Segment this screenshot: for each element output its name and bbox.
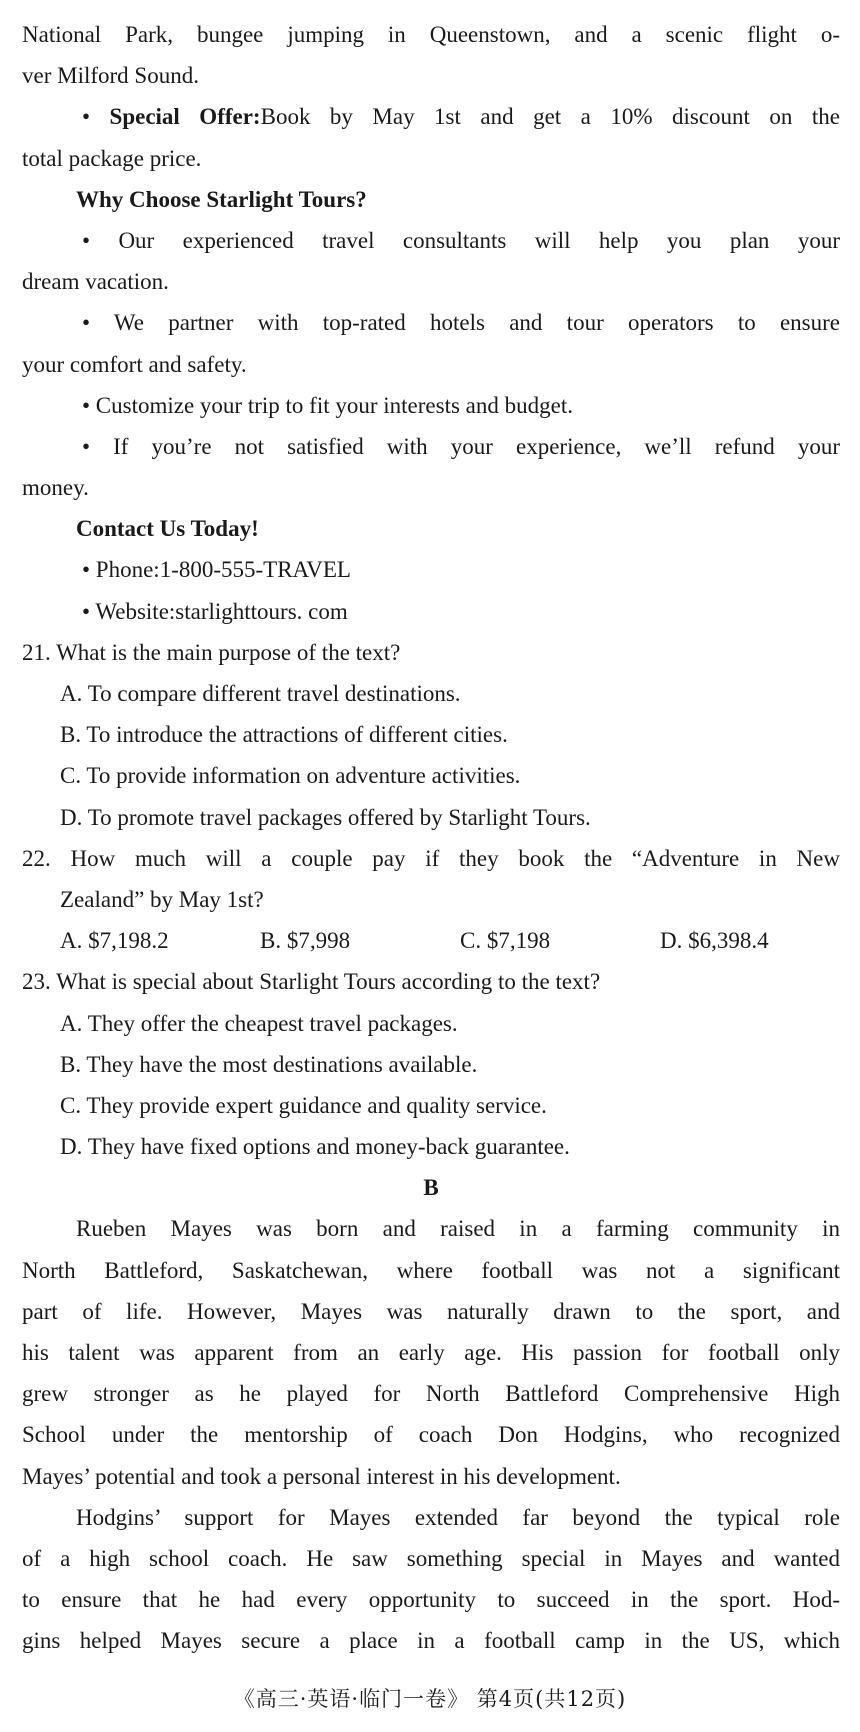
text-line: ver Milford Sound.: [22, 63, 199, 89]
special-offer-text: Book by May 1st and get a 10% discount on the: [260, 104, 840, 130]
bullet-line: • We partner with top-rated hotels and tour operators to ensure: [82, 310, 840, 336]
page-footer: 《高三·英语·临门一卷》 第4页(共12页): [233, 1687, 627, 1711]
document-page: [22, 14, 840, 1662]
paragraph-line: North Battleford, Saskatchewan, where football was not a significant: [22, 1257, 840, 1283]
special-offer-line: [22, 96, 840, 137]
text-line: money.: [22, 475, 89, 501]
paragraph-line: Rueben Mayes was born and raised in a farming community in: [76, 1216, 840, 1242]
contact-phone: • Phone:1-800-555-TRAVEL: [82, 557, 351, 583]
bullet-line: • Customize your trip to fit your interests and budget.: [82, 392, 573, 418]
option-b: B. To introduce the attractions of different cities.: [60, 722, 508, 748]
option-c: C. To provide information on adventure activities.: [60, 763, 521, 789]
question-23: 23. What is special about Starlight Tours according to the text?: [22, 969, 601, 995]
option-c: C. They provide expert guidance and quality service.: [60, 1092, 547, 1118]
option-a: A. To compare different travel destinations.: [60, 681, 461, 706]
bullet-line: • If you’re not satisfied with your experience, we’ll refund your: [82, 433, 840, 459]
option-b: B. $7,998: [260, 928, 351, 954]
question-22-options: [22, 920, 840, 961]
question-21: 21. What is the main purpose of the text?: [22, 639, 401, 665]
option-d: D. They have fixed options and money-back guarantee.: [60, 1134, 570, 1160]
option-a: A. They offer the cheapest travel packages.: [60, 1010, 458, 1036]
paragraph-line: Hodgins’ support for Mayes extended far beyond the typical role: [76, 1504, 840, 1530]
option-b: B. They have the most destinations available.: [60, 1051, 478, 1077]
bullet-line: • Our experienced travel consultants will help you plan your: [82, 227, 840, 253]
contact-website: • Website:starlighttours. com: [82, 598, 348, 624]
question-22-cont: Zealand” by May 1st?: [60, 886, 264, 912]
option-a: A. $7,198.2: [60, 928, 169, 954]
paragraph-line: to ensure that he had every opportunity to succeed in the sport. Hod-: [22, 1587, 840, 1613]
option-d: D. $6,398.4: [660, 928, 769, 954]
paragraph-line: part of life. However, Mayes was naturally drawn to the sport, and: [22, 1298, 840, 1324]
option-c: C. $7,198: [460, 928, 551, 954]
paragraph-line: School under the mentorship of coach Don Hodgins, who recognized: [22, 1422, 840, 1448]
paragraph-line: Mayes’ potential and took a personal interest in his development.: [22, 1463, 621, 1489]
text-line: your comfort and safety.: [22, 351, 247, 377]
question-22: 22. How much will a couple pay if they book the “Adventure in New: [22, 845, 840, 871]
option-d: D. To promote travel packages offered by Starlight Tours.: [60, 804, 591, 830]
text-line: National Park, bungee jumping in Queenstown, and a scenic flight o-: [22, 22, 840, 47]
contact-heading: Contact Us Today!: [76, 516, 259, 542]
section-b-heading: B: [423, 1175, 439, 1201]
paragraph-line: of a high school coach. He saw something special in Mayes and wanted: [22, 1545, 840, 1571]
special-offer-label: Special Offer:: [109, 104, 261, 130]
paragraph-line: grew stronger as he played for North Battleford Comprehensive High: [22, 1381, 840, 1407]
why-heading: Why Choose Starlight Tours?: [76, 186, 367, 212]
paragraph-line: his talent was apparent from an early age. His passion for football only: [22, 1340, 840, 1365]
text-line: dream vacation.: [22, 269, 169, 295]
text-line: total package price.: [22, 145, 202, 171]
paragraph-line: gins helped Mayes secure a place in a football camp in the US, which: [22, 1628, 840, 1654]
bullet: •: [82, 104, 91, 130]
